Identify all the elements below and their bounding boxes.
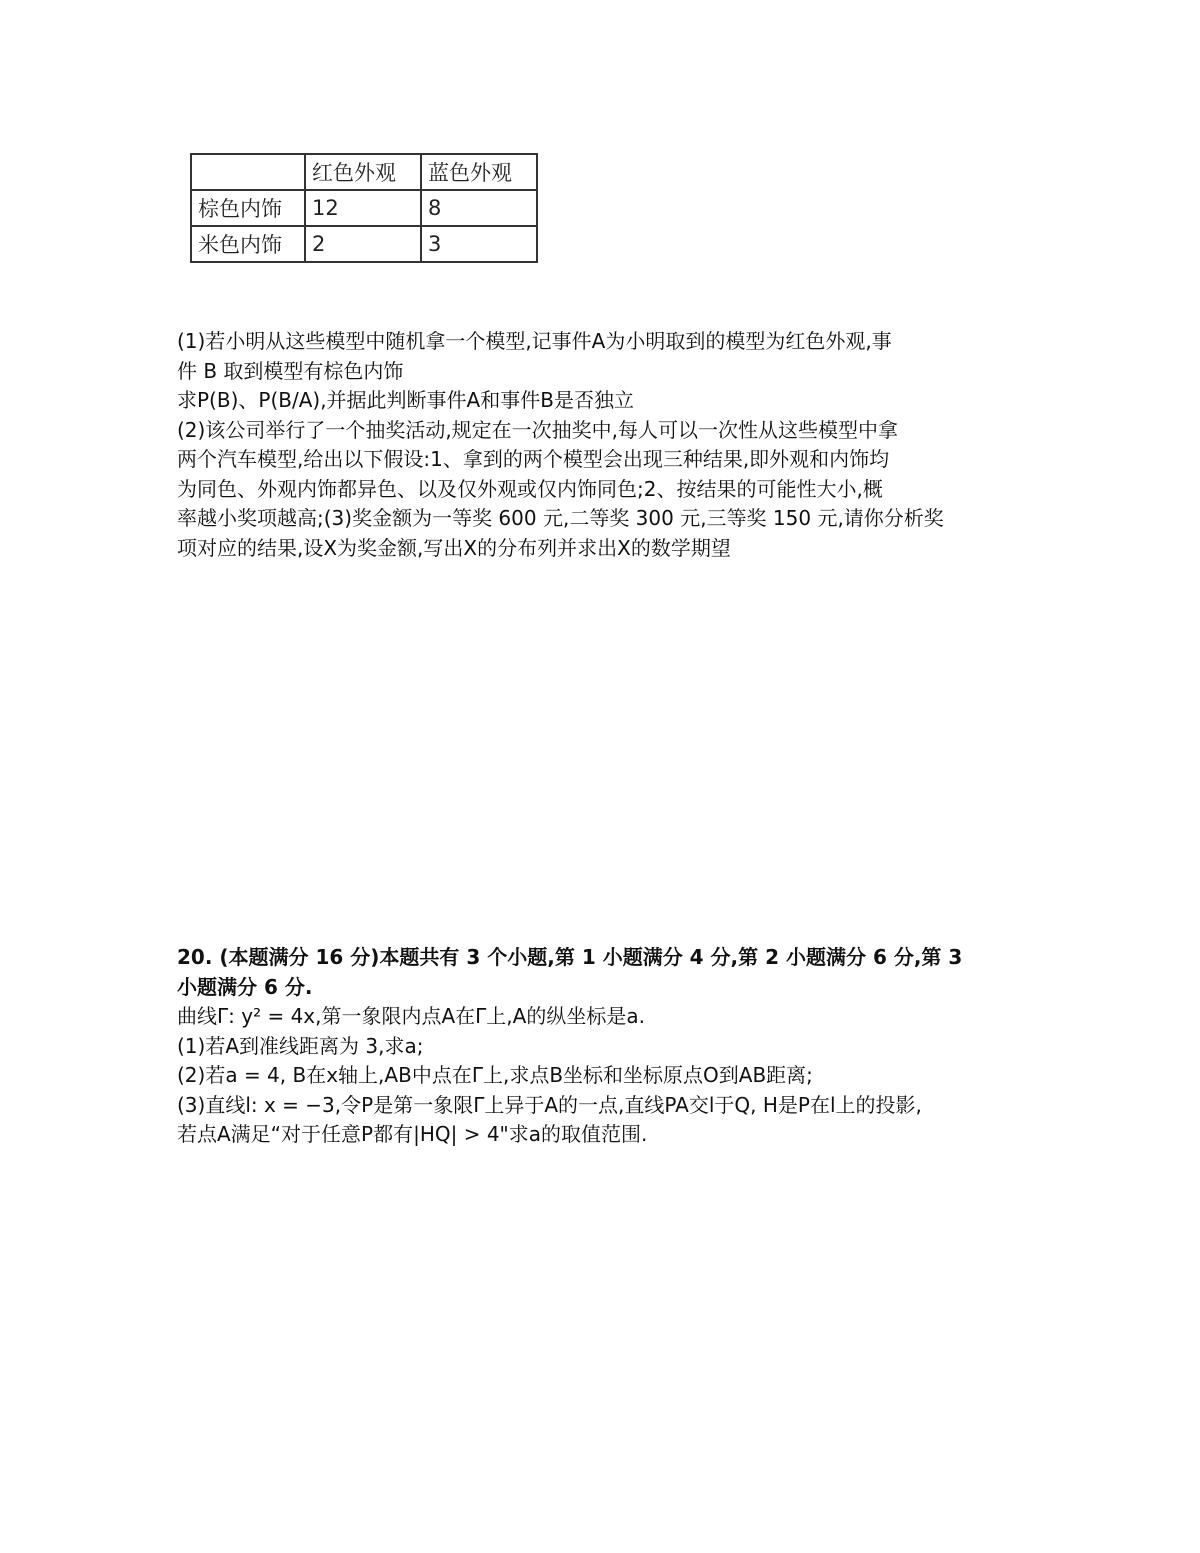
table-cell: 12 xyxy=(305,190,421,226)
table-corner-cell xyxy=(191,154,305,190)
problem-19-line: 两个汽车模型,给出以下假设:1、拿到的两个模型会出现三种结果,即外观和内饰均 xyxy=(177,447,890,471)
table-header-red-exterior: 红色外观 xyxy=(305,154,421,190)
table-row-label: 棕色内饰 xyxy=(191,190,305,226)
problem-19-line: (1)若小明从这些模型中随机拿一个模型,记事件A为小明取到的模型为红色外观,事 xyxy=(177,329,892,353)
table-row xyxy=(191,190,537,226)
problem-19-text xyxy=(177,327,1037,563)
problem-20-line: 曲线Γ: y² = 4x,第一象限内点A在Γ上,A的纵坐标是a. xyxy=(177,1004,645,1028)
problem-20-header: 小题满分 6 分. xyxy=(177,974,313,999)
table-header-blue-exterior: 蓝色外观 xyxy=(421,154,537,190)
problem-19-line: 求P(B)、P(B/A),并据此判断事件A和事件B是否独立 xyxy=(177,388,634,412)
problem-19-line: 项对应的结果,设X为奖金额,写出X的分布列并求出X的数学期望 xyxy=(177,535,731,560)
table-cell: 8 xyxy=(421,190,537,226)
problem-19-line: 为同色、外观内饰都异色、以及仅外观或仅内饰同色;2、按结果的可能性大小,概 xyxy=(177,476,883,501)
problem-20-line: (1)若A到准线距离为 3,求a; xyxy=(177,1033,424,1058)
table-cell: 3 xyxy=(421,226,537,262)
problem-20-header: 20. (本题满分 16 分)本题共有 3 个小题,第 1 小题满分 4 分,第 2 小题满分 6 分,第 3 xyxy=(177,945,963,969)
problem-19-line: 件 B 取到模型有棕色内饰 xyxy=(177,358,404,383)
table-header-row xyxy=(191,154,537,190)
problem-20-line: (3)直线l: x = −3,令P是第一象限Γ上异于A的一点,直线PA交l于Q, H是P在l上的投影, xyxy=(177,1092,922,1117)
problem-20-line: 若点A满足“对于任意P都有|HQ| > 4"求a的取值范围. xyxy=(177,1122,648,1146)
problem-19-line: (2)该公司举行了一个抽奖活动,规定在一次抽奖中,每人可以一次性从这些模型中拿 xyxy=(177,417,899,442)
problem-19-line: 率越小奖项越高;(3)奖金额为一等奖 600 元,二等奖 300 元,三等奖 150 元,请你分析奖 xyxy=(177,506,944,530)
table-row xyxy=(191,226,537,262)
problem-20-text xyxy=(177,943,1037,1150)
table-cell: 2 xyxy=(305,226,421,262)
problem-20-line: (2)若a = 4, B在x轴上,AB中点在Γ上,求点B坐标和坐标原点O到AB距离; xyxy=(177,1063,813,1087)
color-count-table xyxy=(190,153,538,263)
table-row-label: 米色内饰 xyxy=(191,226,305,262)
